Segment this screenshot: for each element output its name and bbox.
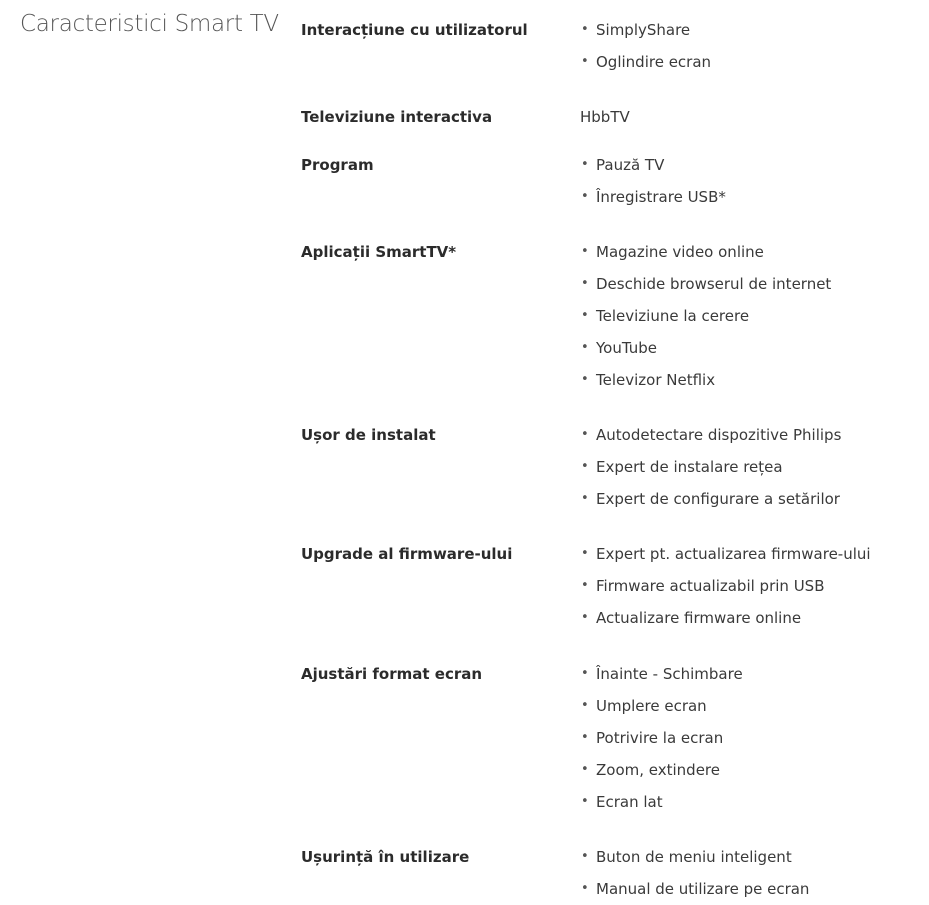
spec-label: Interacțiune cu utilizatorul — [301, 21, 528, 39]
spec-value-item: • Autodetectare dispozitive Philips — [580, 419, 841, 451]
spec-value-list — [580, 149, 726, 213]
bullet-icon: • — [581, 666, 589, 681]
bullet-icon: • — [581, 189, 589, 204]
spec-value-item: • Deschide browserul de internet — [580, 268, 831, 300]
bullet-icon: • — [581, 794, 589, 809]
spec-value-item: • Înregistrare USB* — [580, 181, 726, 213]
spec-label: Ușor de instalat — [301, 426, 436, 444]
section-title: Caracteristici Smart TV — [20, 11, 279, 37]
spec-value-item: • Potrivire la ecran — [580, 722, 743, 754]
spec-value-item: • Firmware actualizabil prin USB — [580, 570, 871, 602]
spec-value-list — [580, 236, 831, 396]
spec-label: Ușurință în utilizare — [301, 848, 470, 866]
spec-value-list — [580, 419, 841, 515]
spec-value-list — [580, 841, 809, 905]
bullet-icon: • — [581, 610, 589, 625]
spec-label: Upgrade al firmware-ului — [301, 545, 513, 563]
bullet-icon: • — [581, 762, 589, 777]
spec-label: Program — [301, 156, 374, 174]
spec-value-item: • Manual de utilizare pe ecran — [580, 873, 809, 905]
bullet-icon: • — [581, 54, 589, 69]
bullet-icon: • — [581, 698, 589, 713]
spec-value-list — [580, 14, 711, 78]
spec-value-item: • Expert de instalare rețea — [580, 451, 841, 483]
spec-label: Aplicații SmartTV* — [301, 243, 457, 261]
bullet-icon: • — [581, 276, 589, 291]
spec-value-item: • Televizor Netflix — [580, 364, 831, 396]
spec-label: Ajustări format ecran — [301, 665, 483, 683]
bullet-icon: • — [581, 578, 589, 593]
spec-value-item: • Expert de configurare a setărilor — [580, 483, 841, 515]
spec-value-item: • Televiziune la cerere — [580, 300, 831, 332]
spec-value-item: • Actualizare firmware online — [580, 602, 871, 634]
bullet-icon: • — [581, 308, 589, 323]
spec-value-item: • SimplyShare — [580, 14, 711, 46]
bullet-icon: • — [581, 22, 589, 37]
spec-value: HbbTV — [580, 108, 630, 126]
spec-value-item: • Oglindire ecran — [580, 46, 711, 78]
spec-value-item: • YouTube — [580, 332, 831, 364]
bullet-icon: • — [581, 244, 589, 259]
spec-value-item: • Expert pt. actualizarea firmware-ului — [580, 538, 871, 570]
spec-value-item: • Magazine video online — [580, 236, 831, 268]
spec-value-item: • Pauză TV — [580, 149, 726, 181]
bullet-icon: • — [581, 427, 589, 442]
spec-value-list — [580, 538, 871, 634]
bullet-icon: • — [581, 546, 589, 561]
spec-label: Televiziune interactiva — [301, 108, 493, 126]
spec-value-list — [580, 658, 743, 818]
spec-value-item: • Ecran lat — [580, 786, 743, 818]
bullet-icon: • — [581, 157, 589, 172]
spec-value-item: • Buton de meniu inteligent — [580, 841, 809, 873]
spec-value-item: • Înainte - Schimbare — [580, 658, 743, 690]
bullet-icon: • — [581, 730, 589, 745]
bullet-icon: • — [581, 491, 589, 506]
bullet-icon: • — [581, 881, 589, 896]
bullet-icon: • — [581, 459, 589, 474]
bullet-icon: • — [581, 849, 589, 864]
spec-value-item: • Umplere ecran — [580, 690, 743, 722]
spec-value-item: • Zoom, extindere — [580, 754, 743, 786]
bullet-icon: • — [581, 372, 589, 387]
bullet-icon: • — [581, 340, 589, 355]
